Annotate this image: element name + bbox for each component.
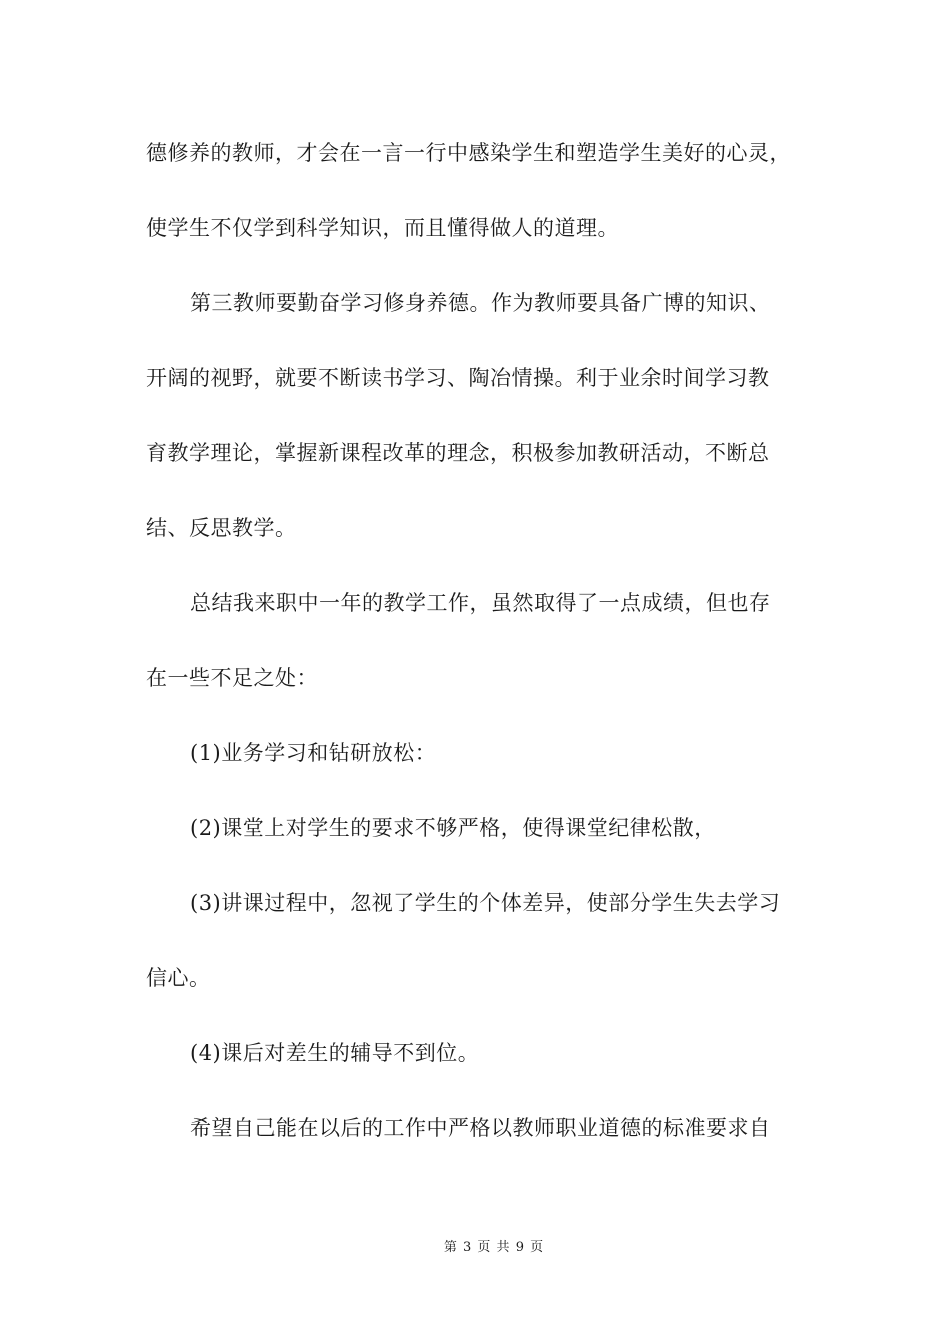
paragraph-line: 信心。 — [146, 966, 211, 990]
paragraph-line: 结、反思教学。 — [146, 516, 297, 540]
paragraph-line: 在一些不足之处： — [146, 666, 318, 690]
paragraph-line: 第三教师要勤奋学习修身养德。作为教师要具备广博的知识、 — [190, 291, 771, 315]
paragraph-line: 德修养的教师，才会在一言一行中感染学生和塑造学生美好的心灵， — [146, 141, 791, 165]
page-footer — [0, 1236, 950, 1255]
paragraph-line: 希望自己能在以后的工作中严格以教师职业道德的标准要求自 — [190, 1116, 771, 1140]
paragraph-line: 使学生不仅学到科学知识，而且懂得做人的道理。 — [146, 216, 619, 240]
paragraph-line: 开阔的视野，就要不断读书学习、陶冶情操。利于业余时间学习教 — [146, 366, 770, 390]
list-item: (3)讲课过程中，忽视了学生的个体差异，使部分学生失去学习 — [190, 891, 781, 915]
paragraph-line: 总结我来职中一年的教学工作，虽然取得了一点成绩，但也存 — [190, 591, 771, 615]
list-item: (4)课后对差生的辅导不到位。 — [190, 1041, 480, 1065]
page-number-label: 第 3 页 共 9 页 — [443, 1240, 545, 1255]
paragraph-line: 育教学理论，掌握新课程改革的理念，积极参加教研活动，不断总 — [146, 441, 770, 465]
list-item: (2)课堂上对学生的要求不够严格，使得课堂纪律松散， — [190, 816, 716, 840]
list-item: (1)业务学习和钻研放松： — [190, 741, 437, 765]
